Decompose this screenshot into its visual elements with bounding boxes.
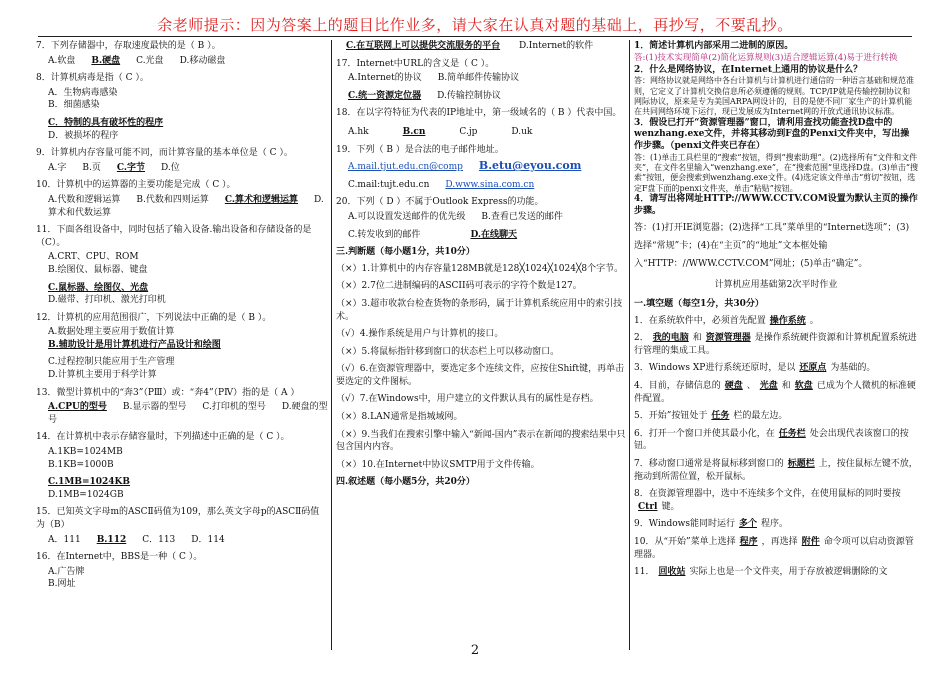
question-18: 18．在以字符特征为代表的IP地址中，第一级域名的（ B ）代表中国。	[336, 108, 622, 119]
section-heading-fill: 一.填空题（每空1分，共30分）	[634, 299, 764, 309]
fill-item	[634, 332, 918, 357]
essay-question-2: 2．什么是网络协议，在Internet上通用的协议是什么？	[634, 64, 863, 75]
column-divider-1	[331, 40, 332, 650]
fill-text: 9．Windows能同时运行	[634, 519, 735, 530]
option: A.数据处理主要应用于数值计算	[48, 327, 175, 338]
fill-text: 处会出现代表该窗口的按钮。	[634, 428, 909, 452]
option: A.CRT、CPU、ROM	[48, 252, 139, 263]
option-d: D.Internet的软件	[519, 41, 594, 51]
true-false-list	[336, 263, 626, 472]
fill-answer: 资源管理器	[705, 333, 751, 344]
fill-text: 4．目前，存储信息的	[634, 380, 721, 391]
fill-text: 键。	[661, 501, 680, 512]
option: A．生物病毒感染	[48, 87, 118, 98]
option: A.代数和逻辑运算	[48, 194, 121, 205]
email-option-a[interactable]: A.mail.tjut.edu.cn@comp	[348, 162, 463, 173]
option: C.mail:tujt.edu.cn	[348, 179, 430, 190]
judgement-item: （×）2.7位二进制编码的ASCII码可表示的字符个数是127。	[336, 281, 582, 292]
fill-text: ，再选择	[761, 536, 798, 547]
fill-item	[634, 518, 918, 531]
fill-item	[634, 458, 918, 483]
fill-text: 3．Windows XP进行系统还原时，是以	[634, 363, 796, 374]
fill-text: 上，按住鼠标左键不放，拖动到所需位置，松开鼠标。	[634, 458, 918, 482]
option: A.字	[48, 162, 67, 173]
fill-answer: 回收站	[658, 567, 686, 578]
header-rule	[38, 36, 912, 37]
email-option-b[interactable]: B.etu@eyou.com	[478, 159, 582, 173]
option-answer: C.算术和逻辑运算	[224, 194, 298, 205]
essay-answer-2: 答：网络协议就是网络中各台计算机与计算机进行通信的一种语言基础和规范准则，它定义了计算机交换信息所必须遵循的规则。TCP/IP就是传输控制协议和网际协议，原来是专为美国ARPA网设计的，目的是使不同厂家生产的计算机能在共同网络环境下运行，现已发展成为Internet网的开放式通讯协议标准。	[634, 76, 914, 117]
essay-answer-1: 答:(1)技术实现简单(2)简化运算规则(3)适合逻辑运算(4)易于进行转换	[634, 52, 898, 63]
fill-text: 11．	[634, 567, 655, 578]
option: D．被损坏的程序	[48, 130, 119, 141]
fill-text: 栏的最左边。	[733, 411, 788, 422]
option: C.光盘	[136, 55, 164, 66]
option-answer: B.辅助设计是用计算机进行产品设计和绘图	[48, 339, 221, 350]
question-item: 13．微型计算机中的“奔3”（PⅢ）或：“奔4”（PⅣ）指的是（ A ）	[36, 387, 300, 398]
fill-text: 和	[781, 380, 791, 391]
fill-answer: 任务	[711, 411, 730, 422]
page-number: 2	[470, 643, 480, 658]
question-19: 19．下列（ B ）是合法的电子邮件地址。	[336, 144, 504, 155]
fill-answer: 光盘	[759, 380, 778, 391]
fill-item	[634, 315, 918, 328]
option: B.绘图仪、鼠标器、键盘	[48, 264, 148, 275]
option-answer: C．特制的具有破坏性的程序	[48, 117, 164, 128]
fill-item	[634, 410, 918, 423]
option: D.算术和代数运算	[48, 194, 324, 218]
fill-text: 8．在资源管理器中，选中不连续多个文件，在使用鼠标的同时要按	[634, 489, 901, 500]
option: D.移动磁盘	[179, 55, 226, 66]
option: D.uk	[511, 126, 533, 137]
option-answer: D.在线聊天	[470, 229, 518, 240]
option: B.显示器的型号	[122, 402, 187, 413]
judgement-item: （×）8.LAN通常是指城域网。	[336, 412, 463, 423]
option: B.简单邮件传输协议	[437, 73, 520, 84]
option: D.磁带、打印机、激光打印机	[48, 295, 166, 306]
section-heading-narrative: 四.叙述题（每小题5分，共20分）	[336, 477, 475, 488]
option-answer: C.鼠标器、绘图仪、光盘	[48, 282, 149, 293]
essay-answer-3: 答：(1)单击工具栏里的“搜索”按钮，得到“搜索助理”。(2)选择所有“文件和文件夹”，在文件名里输入“wenzhang.exe”，在“搜索范围”里选择D盘。(3)单击“搜索”按钮，便会搜索到wenzhang.exe文件。(4)选定该文件单击“剪切”按钮，选定F盘下面的penxi文件夹，单击“粘贴”按钮。	[634, 152, 918, 193]
web-link-option[interactable]: D.www.sina.com.cn	[445, 179, 535, 190]
fill-item	[634, 428, 918, 453]
fill-blank-list	[634, 315, 918, 579]
essay-question-3: 3．假设已打开“资源管理器”窗口，请利用查找功能查找D盘中的wenzhang.exe文件，并将其移动到F盘的Penxi文件夹中，写出操作步骤。（penxi文件夹已存在）	[634, 117, 910, 151]
question-item: 8．计算机病毒是指（ C ）。	[36, 73, 149, 84]
option: B.1KB=1000B	[48, 459, 114, 470]
question-item: 10．计算机中的运算器的主要功能是完成（ C ）。	[36, 180, 236, 191]
column-left	[36, 40, 328, 596]
judgement-item: （√）7.在Windows中，用户建立的文件默认具有的属性是存档。	[336, 394, 599, 405]
option: A.软盘	[48, 55, 76, 66]
fill-answer: 标题栏	[787, 458, 815, 469]
option-answer: B.硬盘	[91, 55, 121, 66]
option: B.查看已发送的邮件	[481, 211, 563, 222]
option: A.广告牌	[48, 566, 85, 577]
fill-answer: 程序	[739, 536, 758, 547]
fill-text: 已成为个人微机的标准硬件配置。	[634, 380, 916, 404]
judgement-item: （√）4.操作系统是用户与计算机的接口。	[336, 329, 504, 340]
fill-text: 程序。	[761, 519, 789, 530]
fill-text: 为基础的。	[830, 363, 876, 374]
option: A.Internet的协议	[348, 73, 422, 84]
fill-text: 和	[692, 333, 702, 344]
fill-answer: 任务栏	[778, 428, 806, 439]
option: A.1KB=1024MB	[48, 447, 123, 458]
assignment-title: 计算机应用基础第2次平时作业	[714, 280, 838, 291]
fill-answer: 附件	[801, 536, 820, 547]
option-answer: C.统一资源定位器	[348, 90, 422, 101]
fill-answer: 还原点	[799, 363, 827, 374]
option: B．细菌感染	[48, 100, 100, 111]
judgement-item: （√）6.在资源管理器中，要选定多个连续文件，应按住Shift键，再单击要选定的文件图标。	[336, 364, 625, 387]
fill-text: 7．移动窗口通常是将鼠标移到窗口的	[634, 458, 784, 469]
essay-question-4: 4．请写出将网址HTTP://WWW.CCTV.COM设置为默认主页的操作步骤。	[634, 194, 918, 216]
option-answer: B.112	[96, 534, 127, 545]
option: D.计算机主要用于科学计算	[48, 370, 157, 381]
fill-text: 命令项可以启动资源管理器。	[634, 536, 914, 560]
option: C．113	[142, 534, 176, 545]
column-divider-2	[629, 40, 630, 650]
fill-text: 是操作系统硬件资源和计算机配置系统进行管理的集成工具。	[634, 333, 917, 356]
fill-text: 6．打开一个窗口并使其最小化，在	[634, 428, 775, 439]
option: D．114	[191, 534, 225, 545]
option: B.代数和四则运算	[136, 194, 209, 205]
section-heading-judgement: 三.判断题（每小题1分，共10分）	[336, 247, 475, 258]
judgement-item: （×）5.将鼠标指针移到窗口的状态栏上可以移动窗口。	[336, 346, 560, 357]
judgement-item: （×）9.当我们在搜索引擎中输入“新闻-国内”表示在新闻的搜索结果中只包含国内内容。	[336, 429, 626, 453]
option: B.页	[82, 162, 101, 173]
fill-answer: 操作系统	[769, 315, 806, 326]
judgement-item: （×）3.超市收款台检查货物的条形码，属于计算机系统应用中的索引技术。	[336, 298, 623, 322]
fill-text: 、	[746, 380, 756, 391]
question-item: 15．已知英文字母m的ASCⅡ码值为109，那么英文字母p的ASCⅡ码值为（B）	[36, 507, 320, 530]
warning-banner: 余老师提示：因为答案上的题目比作业多，请大家在认真对题的基础上，再抄写，不要乱抄。	[157, 16, 793, 34]
fill-text: 5．开始”按钮处于	[634, 411, 708, 422]
fill-text: 10．从“开始”菜单上选择	[634, 536, 736, 547]
question-item: 16．在Internet中，BBS是一种（ C ）。	[36, 552, 203, 563]
option: A．111	[48, 534, 81, 545]
option: C.转发收到的邮件	[348, 229, 421, 240]
question-item: 11．下面各组设备中，同时包括了输入设备.输出设备和存储设备的是（C）。	[36, 225, 312, 248]
column-middle	[336, 40, 626, 493]
option: B.网址	[48, 579, 76, 590]
question-item: 14．在计算机中表示存储容量时，下列描述中正确的是（ C ）。	[36, 432, 290, 443]
option-answer: C.字节	[116, 162, 145, 173]
fill-item	[634, 380, 918, 405]
judgement-item: （×）1.计算机中的内存容量128MB就是128╳1024╳1024╳8个字节。	[336, 263, 624, 274]
option-c: C.在互联网上可以提供交流服务的平台	[346, 41, 501, 51]
question-20: 20．下列（ D ）不属于Outlook Express的功能。	[336, 197, 544, 208]
option: D.1MB=1024GB	[48, 489, 124, 500]
option-answer: A.CPU的型号	[48, 402, 107, 413]
column-right	[634, 40, 918, 584]
fill-item	[634, 362, 918, 375]
option: D.硬盘的型号	[48, 402, 328, 425]
option: D.传输控制协议	[437, 90, 501, 101]
question-17: 17．Internet中URL的含义是（ C ）。	[336, 58, 495, 69]
fill-text: 实际上也是一个文件夹，用于存放被逻辑删除的文	[689, 567, 888, 578]
judgement-item: （×）10.在Internet中协议SMTP用于文件传输。	[336, 459, 540, 470]
fill-item	[634, 488, 918, 513]
fill-answer: 我的电脑	[652, 333, 689, 344]
fill-answer: Ctrl	[638, 501, 658, 512]
fill-text: 。	[809, 315, 819, 326]
option: C.jp	[459, 126, 478, 137]
fill-answer: 硬盘	[724, 380, 743, 391]
fill-answer: 多个	[739, 519, 758, 530]
option-answer: B.cn	[402, 126, 426, 137]
fill-item	[634, 566, 918, 579]
option: C.打印机的型号	[202, 402, 266, 413]
question-item: 9．计算机内存容量可能不同，而计算容量的基本单位是（ C ）。	[36, 148, 293, 159]
question-item: 12．计算机的应用范围很广，下列说法中正确的是（ B ）。	[36, 312, 272, 323]
fill-text: 1．在系统软件中，必须首先配置	[634, 315, 766, 326]
question-item: 7．下列存储器中，存取速度最快的是（ B ）。	[36, 41, 221, 51]
option: A.可以设置发送邮件的优先级	[348, 211, 466, 222]
option: A.hk	[348, 126, 369, 137]
fill-text: 2．	[634, 333, 649, 344]
option: D.位	[161, 162, 180, 173]
option-answer: C.1MB=1024KB	[48, 477, 130, 488]
option: C.过程控制只能应用于生产管理	[48, 357, 175, 368]
fill-item	[634, 536, 918, 561]
essay-question-1: 1．简述计算机内部采用二进制的原因。	[634, 41, 794, 51]
essay-answer-4: 答：(1)打开IE浏览器；(2)选择“工具”菜单里的“Internet选项”；(3)选择“常规”卡；(4)在“主页”的“地址”文本框处输入“HTTP：//WWW.CCTV.COM”网址；(5)单击“确定”。	[634, 223, 910, 270]
fill-answer: 软盘	[794, 380, 813, 391]
